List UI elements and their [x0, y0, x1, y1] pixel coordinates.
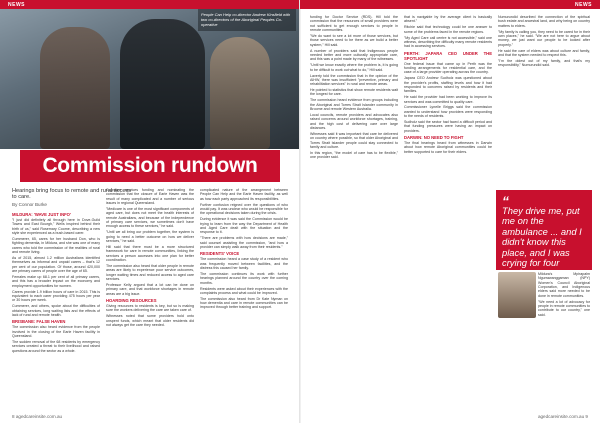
text-column — [538, 272, 590, 406]
paragraph: Giving resources to residents is key, but so is making sure the workers delivering the care are taken care of. — [106, 303, 194, 313]
paragraph: He pointed to statistics that show remote residents wait the longest for care. — [310, 88, 398, 97]
paragraph: The commission also heard from Dr Kate Nyman on how dementia and care in remote communities can be improved through better training and support. — [200, 296, 288, 310]
paragraph: Hill said that there must be a more structured framework for care in remote communities, linking the services a person accesses into one plan for better coordination. — [106, 244, 194, 262]
subheading: PERTH: JAPARA CEO UNDER THE SPOTLIGHT — [404, 50, 492, 61]
article-standfirst: Hearings bring focus to remote and rural access to care. — [12, 188, 132, 201]
paragraph: "There are problems with how decisions are made," said counsel assisting the commission, "and how a provider can simply walk away from their residents." — [200, 236, 288, 249]
paragraph: "My Aged Care call centre is not accessible," said one witness, describing the difficulty many remote residents had in accessing services. — [404, 35, 492, 49]
paragraph: Numurundid described the connection of the spiritual bush estate and ancestral land, and why being on country matters to elders. — [498, 15, 590, 28]
paragraph: The final hearings heard from witnesses in Darwin about how remote Aboriginal communities could be better supported to care for their elders. — [404, 141, 492, 154]
text-column — [310, 15, 398, 405]
photo-person — [210, 37, 270, 149]
subheading: RESIDENTS' VOICE — [200, 251, 240, 257]
portrait-photo — [498, 272, 536, 318]
pull-quote — [496, 190, 592, 270]
paragraph: Cummerer, 65, cares for her husband Don, who is fighting dementia, in Mildura, and she was one of many carers who told the commission of the realities of rural and remote living. — [12, 236, 100, 254]
page-folio: agedcareinsite.com.au 9 — [537, 414, 588, 419]
paragraph: During evidence it was said the Commission would be trying to learn from the way the Department of Health and Aged Care dealt with the situation and the response to it. — [200, 217, 288, 235]
paragraph: He said the care of elders was about culture and family, and that the system needed to respect this. — [498, 48, 590, 57]
paragraph: Cummerer, and others, spoke about the difficulties of obtaining services, long waiting lists and the effects of lack of rural and remote health. — [12, 304, 100, 317]
paragraph: complicated nature of the arrangement between People Can Help and the Earle Haven facility, as well as how each party approached its responsibilities. — [200, 188, 288, 201]
paragraph: A number of providers said that Indigenous people needed better and more culturally appropriate care, and this was a point made by many of the witnesses. — [310, 48, 398, 62]
paragraph: The commission heard evidence from groups including the Aboriginal and Torres Strait Islander community in Broome and remote Western Australia. — [310, 98, 398, 112]
paragraph: The commission also heard evidence from the people involved in the closing of the Earle Haven facility in Queensland. — [12, 325, 100, 338]
section-label: NEWS — [8, 2, 25, 8]
subheading: BRISBANE: FALSE HAVEN — [12, 319, 66, 325]
page-folio: 8 agedcareinsite.com.au — [12, 414, 63, 419]
paragraph: He said the provider had been working to improve its services and was committed to quality care. — [404, 95, 492, 104]
photo-caption: People Can Help co-director Andrew Kinsfield with two co-directors of the Aboriginal Peoples Co-operative — [198, 9, 296, 31]
paragraph: Commissioner Lynelle Briggs said the commission wanted to understand how providers were responding to the needs of residents. — [404, 105, 492, 119]
section-bar — [300, 0, 600, 9]
paragraph: One federal issue that came up in Perth was the funding arrangements for residential care, and the case of a large provider operating across the country. — [404, 61, 492, 75]
article-headline: Commission rundown — [20, 150, 280, 182]
paragraph: "We do want to see a lot more of those services, but those services need to be there as we build a better system," Hill said. — [310, 33, 398, 47]
pull-quote-text: They drive me, put me on the ambulance ... and I didn't know this place, and I was crying for four — [502, 205, 582, 269]
paragraph: Japara CEO Andrew Sudholz was questioned about the provider's profits, staffing levels and how it had responded to concerns raised by residents and their families. — [404, 76, 492, 94]
paragraph: "Until we all bring our problem together, the system is going to need a better outcome on how we deliver services," he said. — [106, 230, 194, 243]
paragraph: Carers provide 1.9 billion hours of care in 2015. This is equivalent to each carer providing 475 hours per year or 30 hours per week. — [12, 289, 100, 303]
paragraph: "Until we know exactly where the problem is, it is going to be difficult to work out what to do," Hill said. — [310, 63, 398, 72]
paragraph: Mildura's Mpirapalm Ngurrawanggaman (NPY) Women's Council Aboriginal Corporation, and Indigenous elders said more needed to be done in remote communities. — [538, 272, 590, 298]
paragraph: "I'm the oldest out of my family, and that's my responsibility," Numurundid said. — [498, 58, 590, 68]
paragraph: Residents were asked about their experiences with the complaints process and what could be improved. — [200, 286, 288, 295]
paragraph: "My family is calling you, they need to be cared for in their own places," he said. "We are not here to argue about money, we just want our people to be looked after properly." — [498, 29, 590, 47]
paragraph: funding for Doctor Service (RDS). Hill told the commission that the resources of small providers were not sufficient to get enough services to people in remote communities. — [310, 15, 398, 33]
paragraph: The commission heard a case study of a resident who was frequently moved between facilities, and the distress this caused her family. — [200, 257, 288, 270]
paragraph: Local councils, remote providers and advocates also raised concerns around workforce shortages, training, and the high cost of delivering care over large distances. — [310, 113, 398, 131]
paragraph: The commission also heard that older people in remote areas are likely to experience poor service outcomes, longer waiting times and reduced access to aged care services. — [106, 263, 194, 281]
paragraph: Laverty told the commission that in the opinion of the AIHW, there was insufficient "preventive, primary and rehabilitation services" in rural and remote areas. — [310, 73, 398, 87]
subheading: DARWIN: NO NEED TO FIGHT — [404, 135, 464, 141]
paragraph: Ritchie said that technology could be one answer to some of the problems faced in the remote regions. — [404, 25, 492, 34]
text-column — [498, 15, 590, 191]
subheading: HOARDING RESOURCES — [106, 297, 157, 303]
paragraph: Professor Kelly argued that a lot can be done on primary care, and that workforce shortages in remote areas are a big issue. — [106, 282, 194, 296]
paragraph: The commission continues its work with further hearings planned around the country over the coming months. — [200, 271, 288, 285]
text-column — [106, 188, 194, 405]
lead-photo — [0, 9, 300, 149]
photo-person — [120, 19, 205, 149]
text-column — [200, 188, 288, 405]
paragraph: "We need a lot of advocacy for people in remote communities to contribute to our country," one said. — [538, 299, 590, 317]
photo-person — [40, 27, 110, 149]
paragraph: Witnesses said it was important that care be delivered on country where possible, so that older Aboriginal and Torres Strait Islander people could stay connected to family and culture. — [310, 132, 398, 150]
subheading: MILDURA: 'WAVE JUST INFO' — [12, 212, 71, 217]
section-bar — [0, 0, 300, 9]
right-page — [300, 0, 600, 423]
paragraph: Cognitive services funding and nominating the commission that the closure of Earle Haven was the result of many complicated and a number of serious issues in regional Queensland. — [106, 188, 194, 206]
quote-mark-icon: “ — [502, 193, 509, 209]
text-column — [404, 15, 492, 405]
paragraph: Further confusion reigned over the questions of who would pay. It was unclear who would be responsible for the operational decisions taken during the crisis. — [200, 202, 288, 216]
paragraph: In this region, "the model of care has to be flexible," one provider said. — [310, 150, 398, 160]
paragraph: "Medicare is one of the most significant components of aged care, but does not meet the health interests of remote Australians, and because of the independence of primary care services, we sometimes don't have enough access to these services," he said. — [106, 206, 194, 229]
paragraph: "I just did definitely all through here in Dove-Guild Towns and East Bourgh," Wells inspired behind their birth of us," said Rosemary Coome, describing a new style she experienced as a bush-based carer. — [12, 218, 100, 236]
paragraph: Witnesses noted that some providers hold onto unspent funds, which meant that older residents did not always get the care they needed. — [106, 314, 194, 327]
paragraph: As of 2015, almost 1.2 million Australians identified themselves as informal and unpaid carers – that's 12 per cent of our population. Of those, around 420,000 are primary carers of people over the age of 65. — [12, 255, 100, 273]
paragraph: that is navigable by the average client is basically absent." — [404, 15, 492, 24]
paragraph: Females make up 68.1 per cent of all primary carers, and this has a broader impact on the economy and employment opportunities for women. — [12, 274, 100, 288]
paragraph: Sudholz said the sector had faced a difficult period and that funding pressures were having an impact on providers. — [404, 120, 492, 133]
section-label: NEWS — [575, 2, 592, 8]
paragraph: The sudden removal of the 68 residents by emergency services created a threat to their livelihood and raised questions around the sector as a whole. — [12, 339, 100, 353]
article-byline: By Connor Burke — [12, 202, 47, 207]
text-column — [12, 210, 100, 405]
